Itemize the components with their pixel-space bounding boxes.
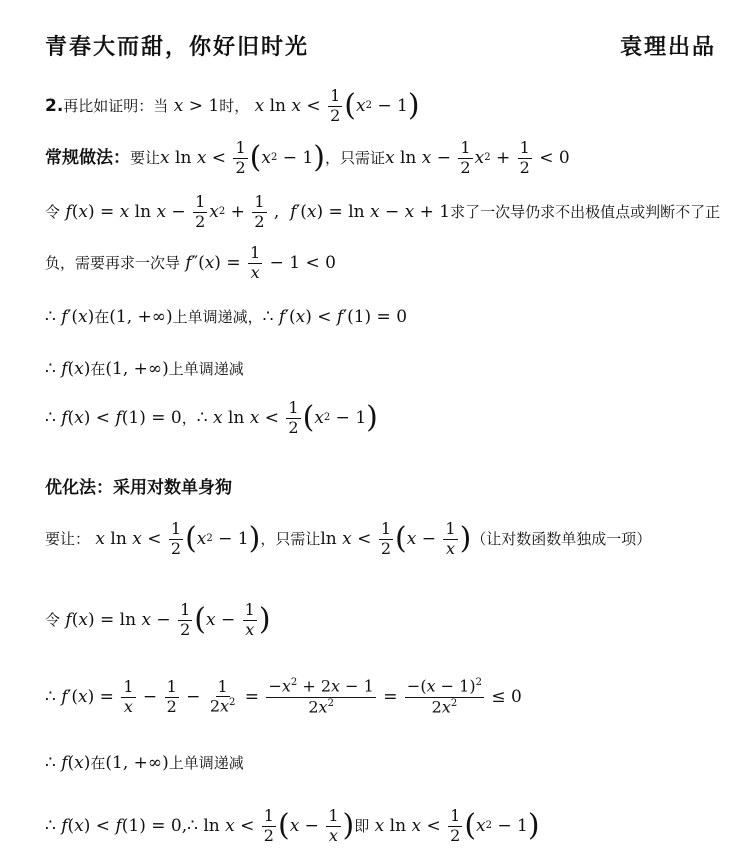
- fprime-decreasing: ∴ f ′( x ) 在 (1, +∞) 上单调递减， ∴ f ′( x ) < f ′(1) = 0: [45, 306, 408, 327]
- optimized-method-title: 优化法：采用对数单身狗: [45, 477, 232, 498]
- define-function: 令 f ( x ) = x ln x − $\frac{1}{2}$ x 2 + $\frac{1}{2}$ , f ′( x ) = ln x − x + 1 求了一次导仍求不出极值点或判断不了正: [45, 191, 721, 231]
- conclusion-regular: ∴ f ( x ) < f (1) = 0 ， ∴ x ln x < $\frac{1}{2}$ ( x 2 − 1 ): [45, 397, 378, 437]
- optimized-decreasing: ∴ f ( x ) 在 (1, +∞) 上单调递减: [45, 752, 244, 773]
- optimized-goal: 要让： x ln x < $\frac{1}{2}$ ( x 2 − 1 ) ，只需让 ln x < $\frac{1}{2}$ ( x − $\frac{1}{x}$ ) （让对数函数单独成一项）: [45, 518, 652, 558]
- optimized-define: 令 f ( x ) = ln x − $\frac{1}{2}$ ( x − $\frac{1}{x}$ ): [45, 599, 271, 639]
- proof-statement: 2. 再比如证明：当 x > 1 时， x ln x < $\frac{1}{2}$ ( x 2 − 1 ): [45, 85, 420, 125]
- second-derivative: 负，需要再求一次导 f ″( x ) = $\frac{1}{x}$ − 1 < 0: [45, 242, 336, 282]
- optimized-conclusion: ∴ f ( x ) < f (1) = 0,∴ ln x < $\frac{1}{2}$ ( x − $\frac{1}{x}$ ) 即 x ln x < $\frac{1}{2}$ ( x 2 − 1 ): [45, 805, 540, 845]
- f-decreasing: ∴ f ( x ) 在 (1, +∞) 上单调递减: [45, 358, 244, 379]
- header-brand: 袁理出品: [619, 35, 716, 60]
- regular-method: 常规做法： 要让 x ln x < $\frac{1}{2}$ ( x 2 − 1 ) ，只需证 x ln x − $\frac{1}{2}$ x 2 + $\frac{1}{2}$ < 0: [45, 137, 570, 177]
- header-title: 青春大而甜，你好旧时光: [45, 35, 310, 60]
- optimized-derivative: ∴ f ′( x ) = $\frac{1}{x}$ − $\frac{1}{2}$ − $\frac{1}{2x^2}$ = $\frac{-x^2 + 2x - 1}{2x^2}$ = $\frac{-(x - 1)^2}{2x^2}$ ≤ 0: [45, 676, 522, 716]
